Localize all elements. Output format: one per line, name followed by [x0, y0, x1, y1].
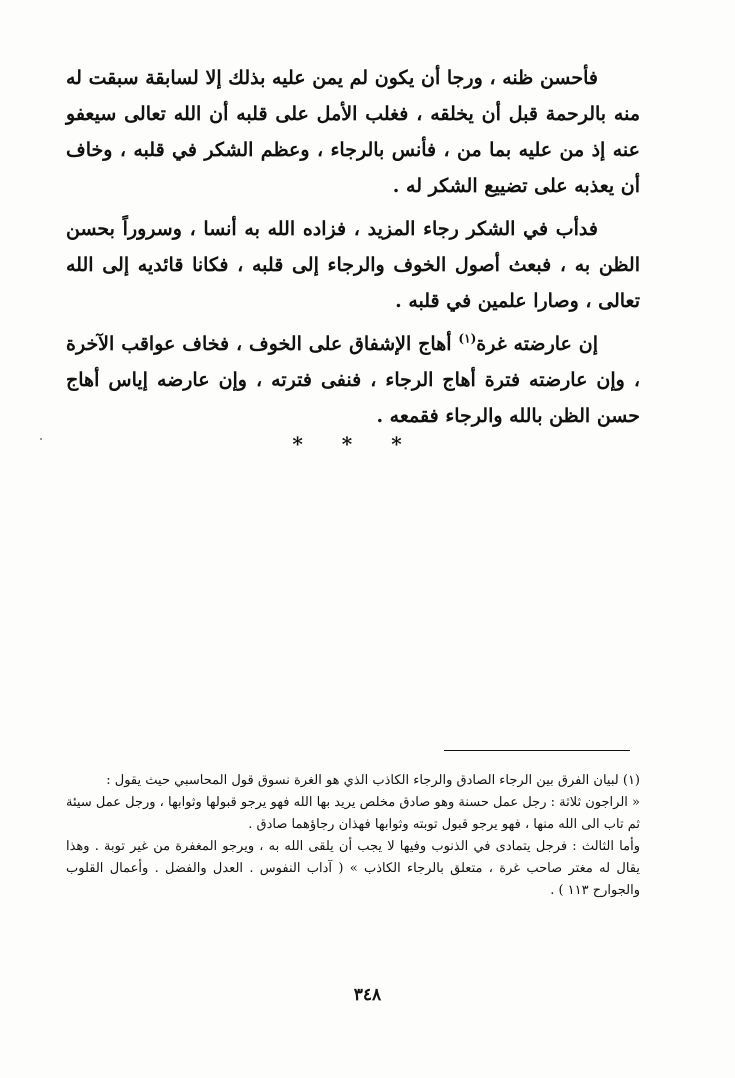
footnote-line-3: وأما الثالث : فرجل يتمادى في الذنوب وفيها لا يجب أن يلقى الله به ، ويرجو المغفرة من غير توبة . وهذا يقال له مغتر صاحب غرة ، متعلق بالرجاء الكاذب » ( آداب النفوس . العدل والفضل . وأعمال القلوب والجوارح ١١٣ ) . — [66, 839, 640, 898]
paragraph-3-rest: أهاج الإشفاق على الخوف ، فخاف عواقب الآخرة ، وإن عارضته فترة أهاج الرجاء ، فنفى فترته ، وإن عارضه إياس أهاج حسن الظن بالله والرجاء فقمعه . — [66, 333, 640, 427]
paragraph-3 — [66, 326, 640, 434]
paragraph-1: فأحسن ظنه ، ورجا أن يكون لم يمن عليه بذلك إلا لسابقة سبقت له منه بالرحمة قبل أن يخلقه ، فغلب الأمل على قلبه أن الله تعالى سيعفو عنه إذ من عليه بما من ، فأنس بالرجاء ، وعظم الشكر في قلبه ، وخاف أن يعذبه على تضييع الشكر له . — [66, 67, 640, 197]
footnote-divider — [444, 750, 630, 751]
footnote-marker: (١) — [458, 331, 477, 346]
paragraph-2: فدأب في الشكر رجاء المزيد ، فزاده الله به أنسا ، وسروراً بحسن الظن به ، فبعث أصول الخوف والرجاء إلى قلبه ، فكانا قائديه إلى الله تعالى ، وصارا علمين في قلبه . — [66, 218, 640, 312]
section-separator: * * * — [292, 432, 418, 456]
footnote-line-1: (١) لبيان الفرق بين الرجاء الصادق والرجاء الكاذب الذي هو الغرة نسوق قول المحاسبي حيث يقول : — [106, 773, 640, 788]
scan-speck — [40, 438, 42, 440]
footnote-line-2: « الراجون ثلاثة : رجل عمل حسنة وهو صادق مخلص يريد بها الله فهو يرجو قبولها وثوابها ، ورجل عمل سيئة ثم تاب الى الله منها ، فهو يرجو قبول توبته وثوابها فهذان رجاؤهما صادق . — [66, 795, 640, 832]
page-number: ٣٤٨ — [353, 985, 382, 1005]
footnote-section — [66, 770, 640, 902]
main-text — [66, 60, 640, 434]
paragraph-3-start: إن عارضته غرة — [476, 333, 598, 355]
